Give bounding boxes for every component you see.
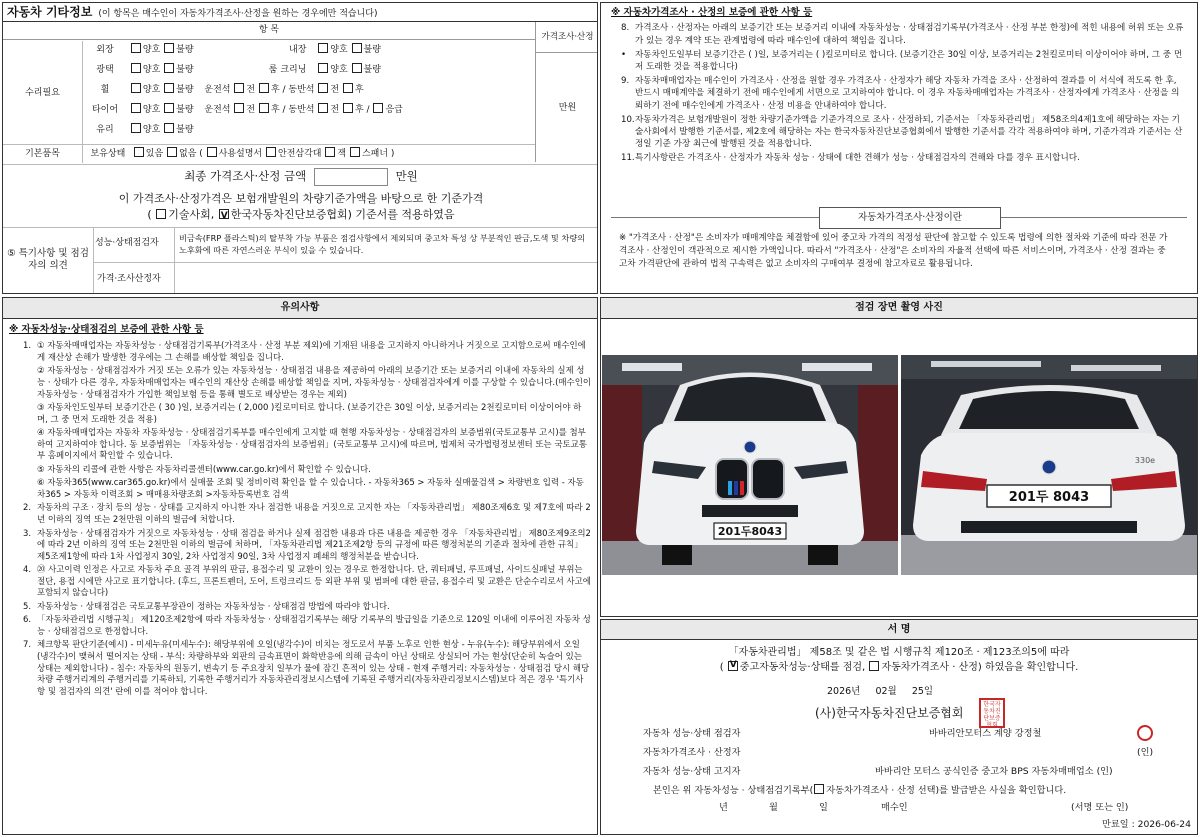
bad-label: 불량 — [363, 65, 381, 75]
notice-title: 유의사항 — [3, 298, 597, 319]
appraisal-box — [611, 212, 1187, 289]
good-label: 양호 — [142, 45, 161, 55]
basis-opt2: 한국자동차진단보증협회 — [230, 208, 348, 221]
basis-line2: ( 기술사회, V한국자동차진단보증협회) 기준서를 적용하였음 — [3, 207, 598, 223]
front-car-image — [602, 355, 898, 575]
item-text: 「자동차관리법 시행규칙」 제120조제2항에 따라 자동차성능 · 상태점검기록부는 해당 기록부의 발급일을 기준으로 120일 이내에 이루어진 자동차 성능 · 상태점검으로 한정합니다. — [37, 614, 591, 636]
tire-good-checkbox[interactable] — [131, 103, 141, 113]
room-bad-checkbox[interactable] — [352, 63, 362, 73]
ymd-day: 일 — [819, 802, 828, 813]
r3-value: 바바리안 모터스 공식인증 중고차 BPS 자동차매매업소 (인) — [875, 766, 1113, 777]
front-label: 전 — [330, 105, 340, 115]
spanner-checkbox[interactable] — [350, 147, 360, 157]
rear-label: 후 — [354, 85, 364, 95]
appraisal-box-title: 자동차가격조사·산정이란 — [819, 207, 1001, 229]
bad-label: 불량 — [176, 45, 194, 55]
item-number — [23, 365, 37, 400]
item-text: 특기사항란은 가격조사 · 산정자가 자동차 성능 · 상태에 대한 견해가 성능 · 상태점검자의 견해와 다를 경우 표시합니다. — [635, 153, 1080, 164]
good-label: 양호 — [142, 85, 161, 95]
item-text: 자동차매매업자는 매수인이 가격조사 · 산정을 원할 경우 가격조사 · 산정자가 해당 자동차 가격을 조사 · 산정하여 결과를 이 서식에 적도록 한 후, 반드시 매매계약을 체결하기 전에 매수인에게 서면으로 고지하여야 합니다. 이 경우 자동차매매업자는 가격조사 · 산정자에게 가격조사 · 산정을 의뢰하기 전에 매수인에게 가격조사 · 산정 비용을 안내하여야 합니다. — [635, 76, 1180, 111]
r1-value: 바바리안모터스 계양 강정철 — [929, 728, 1042, 739]
guarantee-title: ※ 자동차가격조사 · 산정의 보증에 관한 사항 등 — [611, 7, 813, 18]
r2-label: 자동차가격조사 · 산정자 — [643, 747, 741, 758]
signature-panel — [600, 619, 1198, 835]
interior-bad-checkbox[interactable] — [352, 43, 362, 53]
item-text: ① 자동차매매업자는 자동차성능 · 상태점검기록부(가격조사 · 산정 부분 제외)에 기재된 내용을 고지하지 아니하거나 거짓으로 고지함으로써 매수인에게 재산상 손해가 발생한 경우에는 그 손해를 배상할 책임을 집니다. — [37, 340, 586, 362]
buyer-label: 매수인 — [881, 802, 908, 813]
notice-items — [3, 340, 597, 697]
exterior-bad-checkbox[interactable] — [164, 43, 174, 53]
room-good-checkbox[interactable] — [318, 63, 328, 73]
basis-opt1: 기술사회 — [168, 208, 211, 221]
basis-text — [3, 191, 598, 223]
item-text: 가격조사 · 산정자는 아래의 보증기간 또는 보증거리 이내에 자동차성능 · 상태점검기록부(가격조사 · 산정 부분 한정)에 적힌 내용에 허위 또는 오류가 있는 경우 계약 또는 관계법령에 따라 매수인에 대하여 책임을 집니다. — [635, 23, 1184, 46]
basis-line1: 이 가격조사·산정가격은 보험개발원의 차량기준가액을 바탕으로 한 기준가격 — [118, 192, 484, 205]
room-clean-label: 룸 크리닝 — [268, 65, 307, 75]
signer-row-3 — [643, 766, 1163, 778]
other-info-panel — [2, 2, 598, 294]
notice-panel — [2, 297, 598, 835]
glass-good-checkbox[interactable] — [131, 123, 141, 133]
none-label: 없음 — [179, 149, 197, 159]
buyer-price-checkbox[interactable] — [814, 784, 824, 794]
gloss-label: 광택 — [96, 65, 114, 75]
date-year: 2026년 — [827, 686, 861, 697]
r3-label: 자동차 성능·상태 고지자 — [643, 766, 741, 777]
tire-label: 타이어 — [91, 105, 119, 115]
signature-org: (사)한국자동차진단보증협회 — [815, 706, 964, 720]
glass-label: 유리 — [96, 125, 114, 135]
tire-driver-front-checkbox[interactable] — [234, 103, 244, 113]
passenger-seat-label: 동반석 — [288, 105, 315, 115]
interior-label: 내장 — [289, 45, 307, 55]
exterior-label: 외장 — [96, 45, 114, 55]
row-gloss — [83, 63, 535, 83]
item-number: 1. — [23, 340, 32, 351]
appraisal-box-text: ※ "가격조사 · 산정"은 소비자가 매매계약을 체결함에 있어 중고차 가격의 적정성 판단에 참고할 수 있도록 법령에 의한 절차와 기준에 따라 전문 가격조사 · 산정인이 객관적으로 제시한 가액입니다. 따라서 "가격조사 · 산정"은 소비자의 자율적 선택에 따른 서비스이며, 가격조사 · 산정 결과는 중고차 가격판단에 관하여 법적 구속력은 없고 소비자의 구매여부 결정에 참고자료로 활용됩니다. — [619, 233, 1168, 269]
price-header: 가격조사·산정 — [535, 22, 598, 52]
item-number: 4. — [23, 564, 32, 575]
list-item — [621, 49, 1187, 73]
triangle-checkbox[interactable] — [266, 147, 276, 157]
rear-car-image — [901, 355, 1197, 575]
final-price-unit: 만원 — [395, 169, 418, 183]
item-number: 11. — [621, 153, 635, 164]
item-text: 자동차의 구조 · 장치 등의 성능 · 상태를 고지하지 아니한 자나 점검한 내용을 거짓으로 고지한 자는 「자동차관리법」 제80조제6호 및 제7호에 따라 2년 이하의 징역 또는 2천만원 이하의 벌금에 처합니다. — [37, 502, 591, 524]
item-number — [23, 464, 37, 476]
wheel-bad-checkbox[interactable] — [164, 83, 174, 93]
price-unit: 만원 — [535, 52, 598, 162]
bad-label: 불량 — [176, 65, 194, 75]
badge-text: 330e — [1134, 456, 1156, 465]
performance-check-checkbox[interactable] — [728, 661, 738, 671]
appraiser-label: 가격·조사산정자 — [97, 274, 161, 284]
special-label: ⑤ 특기사항 및 점검자의 의견 — [7, 248, 89, 272]
front-label: 전 — [246, 105, 256, 115]
tire-emergency-checkbox[interactable] — [373, 103, 383, 113]
rear-label: 후 — [270, 85, 280, 95]
final-price-row — [3, 164, 598, 188]
wheel-driver-rear-checkbox[interactable] — [259, 83, 269, 93]
line2-a: 중고자동차성능·상태를 점검, — [739, 662, 866, 673]
row-wheel: 휠 양호 불량 운전석 전 후 / 동반석 전 후 — [83, 83, 535, 103]
gloss-good-checkbox[interactable] — [131, 63, 141, 73]
item-number: 3. — [23, 527, 32, 538]
triangle-label: 안전삼각대 — [278, 149, 322, 159]
item-text: ④ 자동차매매업자는 자동차 자동차성능 · 상태점검기록부를 매수인에게 고지할 때 현행 자동차성능 · 상태점검자의 보증범위(국토교통부 고시)를 첨부하여 고지하여야 합니다. 동 보증범위는 「자동차성능 · 상태점검자의 보증범위」(국토교통부 고시)에 따르며, 법제처 국가법령정보센터 또는 국토교통부 홈페이지에서 확인할 수 있습니다. — [37, 427, 587, 461]
item-number — [23, 402, 37, 425]
line2-b: 자동차가격조사 · 산정) 하였음을 확인합니다. — [881, 662, 1079, 673]
item-number — [23, 427, 37, 462]
price-check-checkbox[interactable] — [869, 661, 879, 671]
item-number: 7. — [23, 639, 32, 650]
item-text: 자동차가격은 보험개발원이 정한 차량기준가액을 기준가격으로 조사 · 산정하되, 기준서는 「자동차관리법」 제58조의4제1호에 해당하는 자는 기술사회에서 발행한 기준서를, 제2호에 해당하는 자는 한국자동차진단보증협회에서 발행한 기준서를 각각 적용하여야 하며, 기준가격과 기준서는 산정일 기준 가장 최근에 발행된 것을 적용합니다. — [635, 114, 1183, 150]
passenger-seat-label: 동반석 — [288, 85, 315, 95]
item-number: 10. — [621, 114, 635, 125]
list-item — [23, 427, 591, 462]
ymd-year: 년 — [719, 802, 728, 813]
list-item — [23, 639, 591, 697]
signer-row-2 — [643, 747, 1163, 759]
emergency-label: 응급 — [385, 105, 403, 115]
list-item — [23, 464, 591, 476]
repair-label: 수리필요 — [3, 41, 83, 145]
photo-title: 점검 장면 촬영 사진 — [601, 298, 1197, 319]
final-price-input[interactable] — [314, 168, 388, 186]
item-number — [23, 477, 37, 500]
tire-driver-rear-checkbox[interactable] — [259, 103, 269, 113]
basic-label: 기본품목 — [3, 145, 83, 163]
good-label: 양호 — [142, 105, 161, 115]
gloss-bad-checkbox[interactable] — [164, 63, 174, 73]
r1-label: 자동차 성능·상태 점검자 — [643, 728, 741, 739]
item-text: 자동차성능 · 상태점검자가 거짓으로 자동차성능 · 상태 점검을 하거나 실제 점검한 내용과 다른 내용을 제공한 경우 「자동차관리법」 제80조제9조의2에 따라 2년 이하의 징역 또는 2천만원 이하의 벌금에 처하며, 「자동차관리법 제21조제2항 등의 규정에 따른 행정처분의 기준과 절차에 관한 규칙」 제5조제1항에 따라 1차 사업정지 30일, 2차 사업정지 90일, 3차 사업정지 폐쇄의 행정처분을 받습니다. — [37, 527, 591, 561]
r2-value: (인) — [1137, 747, 1154, 758]
date-day: 25일 — [911, 686, 934, 697]
row-glass — [83, 123, 535, 143]
item-text: 자동차인도일부터 보증기간은 ( )일, 보증거리는 ( )킬로미터로 합니다. (보증기간은 30일 이상, 보증거리는 2천킬로미터 이상이어야 하며, 그 중 먼저 도래한 것을 적용합니다) — [635, 49, 1183, 72]
item-text: ⑥ 자동차365(www.car365.go.kr)에서 실매물 조회 및 정비이력 확인을 할 수 있습니다. - 자동차365 > 자동차 실매물검색 > 차량번호 입력 - 자동차365 > 자동차 이력조회 > 매매용차량조회 >자동차등록번호 검색 — [37, 477, 584, 499]
wheel-passenger-front-checkbox[interactable] — [318, 83, 328, 93]
rear-plate-text: 201두 8043 — [1008, 490, 1090, 505]
basic-items-row: 기본품목 보유상태 있음 없음 ( 사용설명서 안전삼각대 잭 스패너 ) — [3, 144, 535, 164]
buyer-sign-row — [719, 802, 1179, 814]
inspector-label: 성능·상태점검자 — [95, 238, 159, 248]
good-label: 양호 — [142, 65, 161, 75]
special-section — [3, 227, 598, 294]
basis-opt2-checkbox[interactable] — [219, 209, 229, 219]
item-text: 자동차성능 · 상태점검은 국토교통부장관이 정하는 자동차성능 · 상태점검 방법에 따라야 합니다. — [37, 600, 390, 611]
item-header: 항 목 — [3, 22, 535, 40]
item-number: 6. — [23, 614, 32, 625]
buyer-a: 본인은 위 자동차성능 · 상태점검기록부( — [653, 785, 814, 796]
list-item — [23, 365, 591, 400]
glass-bad-checkbox[interactable] — [164, 123, 174, 133]
jack-label: 잭 — [337, 149, 347, 159]
item-text: ⑳ 사고이력 인정은 사고로 자동차 주요 골격 부위의 판금, 용접수리 및 교환이 있는 경우로 한정합니다. 단, 쿼터패널, 루프패널, 사이드실패널 부위는 절단, 용접 시에만 사고로 표기합니다. (후드, 프론트펜더, 도어, 트렁크리드 등 외판 부위 및 범퍼에 대한 판금, 용접수리 및 교환은 단순수리로서 사고에 포함되지 않습니다) — [37, 564, 591, 598]
item-number: 9. — [621, 76, 630, 87]
tire-passenger-rear-checkbox[interactable] — [343, 103, 353, 113]
item-text: ③ 자동차인도일부터 보증기간은 ( 30 )일, 보증거리는 ( 2,000 )킬로미터로 합니다. (보증기간은 30일 이상, 보증거리는 2천킬로미터 이상이어야 하며, 그 중 먼저 도래한 것을 적용) — [37, 402, 582, 424]
org-seal-icon: 한국자동차진단보증협회 — [979, 698, 1005, 728]
wheel-good-checkbox[interactable] — [131, 83, 141, 93]
list-item — [23, 564, 591, 599]
list-item — [23, 614, 591, 637]
wheel-driver-front-checkbox[interactable] — [234, 83, 244, 93]
item-number: 5. — [23, 600, 32, 611]
repair-rows — [83, 43, 535, 143]
driver-seat-label: 운전석 — [204, 85, 231, 95]
notice-subtitle: ※ 자동차성능·상태점검의 보증에 관한 사항 등 — [9, 324, 204, 335]
buyer-confirm — [653, 784, 1173, 797]
list-item — [621, 114, 1187, 151]
front-plate-text: 201두8043 — [717, 525, 783, 538]
ymd-month: 월 — [769, 802, 778, 813]
rear-label: 후 — [270, 105, 280, 115]
tire-bad-checkbox[interactable] — [164, 103, 174, 113]
signature-line2: ( V중고자동차성능·상태를 점검, 자동차가격조사 · 산정) 하였음을 확인합니다. — [601, 661, 1197, 674]
list-item — [23, 528, 591, 563]
front-label: 전 — [246, 85, 256, 95]
sign-label: (서명 또는 인) — [1071, 802, 1129, 813]
tire-passenger-front-checkbox[interactable] — [318, 103, 328, 113]
basis-opt1-checkbox[interactable] — [156, 209, 166, 219]
expiry-date: 만료일 : 2026-06-24 — [1102, 819, 1191, 831]
driver-seat-label: 운전석 — [204, 105, 231, 115]
front-car-photo — [602, 355, 898, 575]
have-checkbox[interactable] — [134, 147, 144, 157]
front-label: 전 — [330, 85, 340, 95]
other-info-title: 자동차 기타정보 (이 항목은 매수인이 자동차가격조사·산정을 원하는 경우에만 적습니다) — [3, 3, 597, 22]
none-checkbox[interactable] — [167, 147, 177, 157]
signer-row-1 — [643, 728, 1163, 740]
date-month: 02월 — [875, 686, 897, 697]
signature-title: 서 명 — [601, 620, 1197, 640]
have-label: 있음 — [145, 149, 164, 159]
item-text: 체크항목 판단기준(예시) - 미세누유(미세누수): 해당부위에 오일(냉각수)이 비치는 정도로서 부품 노후로 인한 현상 - 누유(누수): 해당부위에서 오일(냉각수)이 맺혀서 떨어지는 상태 - 부식: 차량하부와 외판의 금속표면이 화학반응에 의해 금속이 아닌 상태로 상실되어 가는 현상(단순히 녹슬어 있는 상태는 제외합니다) - 침수: 자동차의 원동기, 변속기 등 주요장치 일부가 물에 잠긴 흔적이 있는 상태 - 현재 주행거리: 자동차성능 · 상태점검 당시 해당 차량 주행거리계의 주행거리를 기록하되, 기록한 주행거리가 자동차관리정보시스템에 기록된 주행거리(자동차관리정보시스템)보다 적은 경우 '특기사항 및 점검자의 의견' 란에 이를 적어야 합니다. — [37, 639, 590, 696]
bad-label: 불량 — [176, 85, 194, 95]
basis-tail: 기준서를 적용하였음 — [355, 208, 455, 221]
row-exterior — [83, 43, 535, 63]
price-guarantee-panel — [600, 2, 1198, 294]
inspector-opinion: 비금속(FRP 플라스틱)의 탈부착 가능 부품은 점검사항에서 제외되며 중고차 특성 상 부분적인 판금,도색 및 차량의 노후화에 따른 자연스러운 부식이 있을 수 있습니다. — [179, 233, 586, 255]
row-tire: 타이어 양호 불량 운전석 전 후 / 동반석 전 후 / 응급 — [83, 103, 535, 123]
item-number: 8. — [621, 23, 630, 34]
jack-checkbox[interactable] — [325, 147, 335, 157]
wheel-passenger-rear-checkbox[interactable] — [343, 83, 353, 93]
list-item — [621, 75, 1187, 112]
rear-car-photo — [901, 355, 1197, 575]
list-item — [621, 22, 1187, 46]
possession-label: 보유상태 — [90, 149, 126, 159]
list-item — [23, 477, 591, 500]
exterior-good-checkbox[interactable] — [131, 43, 141, 53]
signature-line1: 「자동차관리법」 제58조 및 같은 법 시행규칙 제120조 · 제123조의5에 따라 — [728, 647, 1070, 658]
final-price-label: 최종 가격조사·산정 금액 — [184, 169, 307, 183]
rear-label: 후 — [354, 105, 364, 115]
item-text: ② 자동차성능 · 상태점검자가 거짓 또는 오류가 있는 자동차성능 · 상태점검 내용을 제공하여 아래의 보증기간 또는 보증거리 이내에 자동차의 실제 성능 · 상태가 다른 경우, 자동차매매업자는 매수인의 재산상 손해를 배상할 책임을 지며, 자동차성능 · 상태점검자에게 이를 구상할 수 있습니다.(매수인이 자동차성능 · 상태점검자가 가입한 책임보험 등을 통해 별도로 배상받는 경우는 제외) — [37, 365, 592, 399]
list-item — [23, 502, 591, 525]
signature-date — [827, 686, 933, 698]
list-item — [23, 402, 591, 425]
good-label: 양호 — [330, 45, 348, 55]
list-item — [23, 340, 591, 363]
manual-label: 사용설명서 — [218, 149, 263, 159]
list-item — [621, 152, 1187, 164]
manual-checkbox[interactable] — [207, 147, 217, 157]
bad-label: 불량 — [176, 125, 194, 135]
bad-label: 불량 — [363, 45, 381, 55]
spanner-label: 스패너 — [361, 149, 389, 159]
bad-label: 불량 — [176, 105, 194, 115]
buyer-b: 자동차가격조사 · 산정 선택)를 발급받은 사실을 확인합니다. — [826, 785, 1067, 796]
interior-good-checkbox[interactable] — [318, 43, 328, 53]
r1-seal-icon — [1137, 725, 1153, 741]
good-label: 양호 — [142, 125, 161, 135]
good-label: 양호 — [330, 65, 348, 75]
guarantee-items — [611, 22, 1187, 164]
list-item — [23, 601, 591, 613]
item-number: 2. — [23, 502, 32, 513]
item-number: • — [621, 49, 627, 60]
item-text: ⑤ 자동차의 리콜에 관한 사항은 자동차리콜센터(www.car.go.kr)에서 확인할 수 있습니다. — [37, 463, 371, 474]
wheel-label: 휠 — [100, 85, 110, 95]
